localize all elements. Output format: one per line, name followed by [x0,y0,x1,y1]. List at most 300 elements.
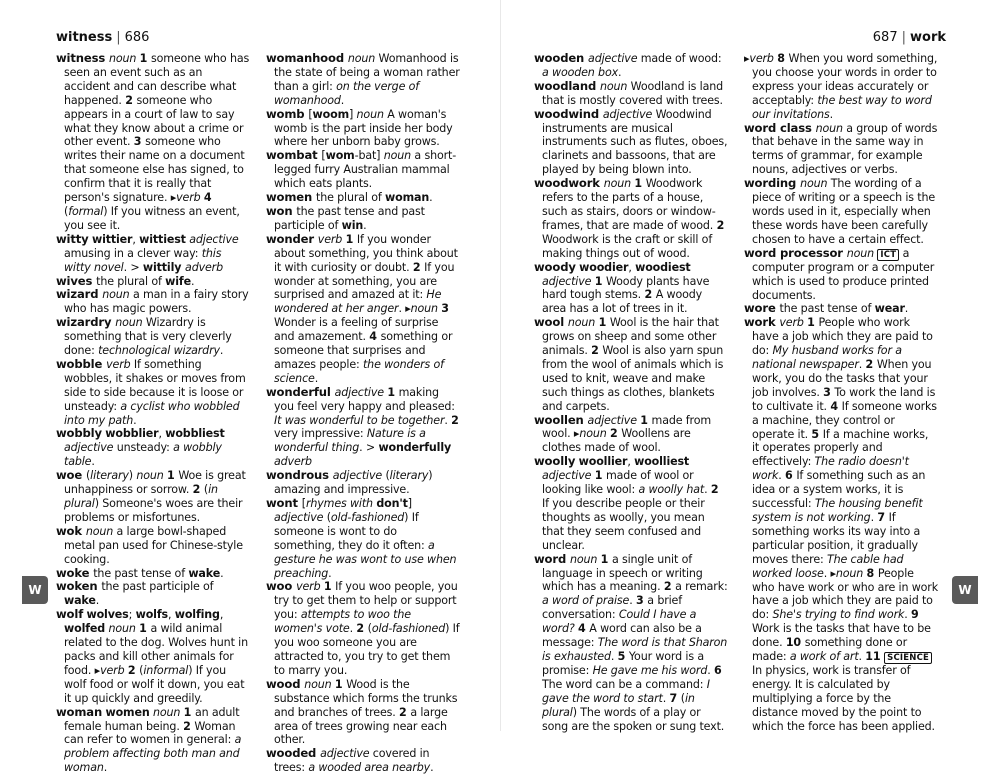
definition-text: a remark: [675,580,728,594]
sense-number: 1 [334,677,347,691]
running-head-left [56,30,149,45]
headword: witness [56,51,109,65]
dictionary-entry [56,427,250,469]
dictionary-entry [534,553,728,734]
bold-term: wolfing [174,608,220,622]
definition-text: . [429,191,433,205]
headword: wizardry [56,315,116,330]
definition-text: a brief conversation: [542,594,682,622]
headword: woolly [534,454,576,469]
definition-text: ( [203,483,209,497]
headword: wooded [266,746,321,761]
dictionary-entry [56,608,250,705]
dictionary-entry [56,288,250,316]
bold-term: wonderfully [378,441,452,455]
dictionary-entry [266,233,460,386]
definition-text: [ [321,149,326,163]
headword: wombat [266,148,322,163]
bold-term: women [105,705,150,719]
dictionary-entry [56,580,250,608]
bold-term: wake [188,566,221,580]
sense-number: 2 [399,705,411,719]
headword: woodwork [534,176,604,191]
definition-text: If something such as an idea or a system works, it is successful: [752,469,926,511]
headword: wood [266,676,305,691]
sense-number: 1 [387,385,399,399]
definition-text: If someone works a machine, they control or operate it. [752,399,937,441]
dictionary-entry [266,469,460,497]
definition-text: a large area of trees growing near each other. [274,705,448,747]
bold-term: wife [165,274,191,288]
definition-text: [ [301,497,306,510]
headword: woody [534,259,576,274]
part-of-speech: adjective [588,52,641,65]
definition-text: making you feel very happy and pleased: [274,385,455,413]
part-of-speech: noun [383,149,415,163]
example-text: on the verge of womanhood [274,79,420,107]
definition-text: a short-legged furry Australian mammal which eats plants. [274,149,457,191]
definition-text: Woody plants have hard tough stems. [542,274,710,302]
bold-term: woolliest [634,455,690,469]
definition-text: ] [407,497,412,510]
sense-number: 1 [323,580,336,594]
part-of-speech: rhymes with [305,497,377,510]
sense-number: 1 [183,705,195,719]
running-head-right [873,30,946,45]
definition-text: The wording of a piece of writing or a speech is the words used in it, especially when these words have been carefully chosen to have a certain effect. [752,177,936,246]
sense-number: 4 [578,622,590,636]
running-head-separator: | [116,30,121,45]
definition-text: . [707,663,714,677]
running-head-separator: | [901,30,906,45]
definition-text: People who work have a job which they are paid to do: [752,316,933,358]
definition-text: made of wood: [640,52,722,65]
headword: wondrous [266,468,333,483]
headword: word [534,551,570,566]
sense-number: 6 [785,469,797,483]
definition-text: The word can be a command: [542,677,707,691]
bold-term: woom [312,107,349,121]
definition-text: . [858,358,866,372]
sense-number: 1 [598,316,610,330]
sense-number: 11 [865,650,885,664]
sense-number: 9 [911,608,919,622]
definition-text: . [133,413,137,427]
headword: work [744,315,780,330]
part-of-speech: adjective [189,232,239,246]
definition-text: If you wonder about something, you think about it with curiosity or doubt. [274,232,458,274]
definition-text: A woody area has a lot of trees in it. [542,288,703,316]
page-number-left: 686 [124,30,150,45]
part-of-speech: noun [846,246,878,260]
part-of-speech: adjective [332,469,386,483]
part-of-speech: verb [106,357,134,371]
part-of-speech: verb [296,580,324,594]
definition-text: someone who appears in a court of law to say what they know about a crime or other event. [64,93,244,149]
bold-term: win [341,218,364,232]
sense-number: 2 [451,413,459,427]
definition-text: the past tense of [93,566,189,580]
dictionary-entry [266,580,460,677]
definition-text: the plural of [96,274,166,288]
sense-number: 5 [617,649,629,663]
definition-text: Woman can refer to women in general: [64,719,236,747]
part-of-speech: noun [108,622,140,636]
part-of-speech: noun [347,52,379,65]
definition-text: , [627,455,635,469]
example-text: the best way to word our invitations [752,93,932,121]
definition-text: If you woo people, you try to get them to help or support you: [274,580,458,622]
headword: woo [266,579,297,594]
definition-text: Woollens are clothes made of wool. [542,427,691,455]
definition-text: , [158,427,166,441]
bold-term: wittiest [139,232,186,246]
headword: woollen [534,412,588,427]
sense-number: 1 [807,316,819,330]
guide-word-left: witness [56,30,113,45]
dictionary-entry [534,52,728,80]
part-of-speech: verb [779,316,808,330]
dictionary-entry [56,567,250,581]
bold-term: wear [874,302,905,316]
definition-text: . [91,455,95,469]
definition-text: the past participle of [101,580,214,594]
sense-number: 1 [139,52,151,65]
part-of-speech: in plural [64,483,218,510]
part-of-speech: noun [102,288,133,302]
definition-text: ) Someone's woes are their problems or misfortunes. [64,497,243,524]
definition-text: . [904,608,912,622]
part-of-speech: noun [800,177,831,191]
definition-text: A woman's womb is the part inside her body where her unborn baby grows. [274,107,453,149]
definition-text: In physics, work is transfer of energy. It is calculated by multiplying a force by the distance moved by the point to which the force has been applied. [752,664,935,733]
definition-text: To work the land is to cultivate it. [752,385,936,413]
headword: wives [56,273,97,288]
example-text: The housing benefit system is not working [752,497,923,524]
part-of-speech: noun [85,524,117,538]
definition-text: a computer program or a computer which is used to produce printed documents. [752,246,935,302]
headword: witty [56,231,89,246]
definition-text: . [349,622,357,636]
dictionary-entry [266,205,460,233]
definition-text: . > [359,441,379,455]
dictionary-entry [534,261,728,317]
part-of-speech: adjective [542,469,595,483]
part-of-speech: adjective [542,274,595,288]
definition-text: ( [367,622,372,636]
sense-number: 1 [139,622,151,636]
definition-text: ▸ [744,52,750,65]
part-of-speech: noun [569,552,601,566]
sense-number: 7 [669,691,681,705]
part-of-speech: noun [152,705,184,719]
thumb-index-tab-right: W [952,576,978,604]
guide-word-right: work [910,30,946,45]
part-of-speech: adjective [587,413,641,427]
definition-text: . [190,274,195,288]
bold-term: wobblier [105,427,159,441]
sense-number: 10 [785,636,805,650]
dictionary-entry [266,108,460,150]
sense-number: 2 [710,483,719,497]
dictionary-entry [534,177,728,260]
definition-text: Woodwind instruments are musical instruments such as flutes, oboes, clarinets and bassoons, that are played by being blown into. [542,107,728,177]
definition-text: . [363,218,367,232]
definition-text: . [704,483,711,497]
dictionary-entry [744,122,938,178]
dictionary-entry [56,706,250,775]
definition-text: something done or made: [752,636,907,664]
dictionary-entry [534,80,728,108]
sense-number: 1 [640,413,652,427]
definition-text: Work is the tasks that have to be done. [752,622,931,650]
definition-text: . ▸ [823,566,836,580]
definition-text: ) If you witness an event, you see it. [64,204,240,232]
sense-number: 2 [127,663,140,677]
dictionary-entry [56,358,250,428]
sense-number: 2 [412,260,425,274]
example-text: Nature is a wonderful thing [274,427,426,455]
bold-term: wittily [142,260,186,274]
bold-term: wolfed [64,622,106,636]
definition-text: If something works its way into a particular position, it gradually moves there: [752,511,921,566]
dictionary-entry [56,233,250,275]
definition-text: Wool is the hair that grows on sheep and some other animals. [542,316,719,358]
part-of-speech: old-fashioned [371,622,446,636]
bold-term: don't [376,497,408,510]
part-of-speech: verb [749,52,778,65]
part-of-speech: verb [317,232,346,246]
definition-text: Wonder is a feeling of surprise and amazement. [274,316,439,344]
part-of-speech: noun [567,316,599,330]
part-of-speech: noun [136,469,168,483]
example-text: He gave me his word [592,663,708,677]
dictionary-entry [744,177,938,247]
headword: womb [266,106,309,121]
example-text: a gesture he was wont to use when preaching [274,538,457,580]
definition-text: . [220,566,224,580]
bold-term: wobbliest [165,427,225,441]
headword: wonder [266,231,318,246]
sense-number: 1 [594,469,606,483]
definition-text: . [340,93,345,107]
entry-column-3 [534,52,728,733]
sense-number: 2 [192,483,204,497]
definition-text: . [662,691,670,705]
definition-text: When you work, you do the tasks that your job involves. [752,358,932,399]
sense-number: 3 [636,594,648,608]
example-text: a word of praise [542,594,630,608]
definition-text: Woodland is land that is mostly covered with trees. [542,79,724,107]
dictionary-entry [266,191,460,205]
definition-text: ( [85,469,91,483]
definition-text: Woodwork is the craft or skill of making things out of wood. [542,232,713,260]
definition-text: ( [385,469,390,483]
sense-number: 2 [591,344,603,358]
definition-text: a wild animal related to the dog. Wolves hunt in packs and kill other animals for food. ▸ [64,622,248,677]
dictionary-entry [534,414,728,456]
page-number-right: 687 [872,30,898,45]
page-gutter [500,0,501,731]
example-text: a cyclist who wobbled into my path [64,399,240,427]
definition-text: ( [326,510,331,524]
example-text: The cable had worked loose [752,552,904,580]
definition-text: . > [123,260,143,274]
sense-number: 4 [830,399,842,413]
definition-text: a single unit of language in speech or writing which has a meaning. [542,552,703,594]
headword: wore [744,301,780,316]
definition-text: an adult female human being. [64,705,240,733]
example-text: She's trying to find work [772,608,905,622]
subject-label: SCIENCE [884,652,932,664]
example-text: I gave the word to start [542,677,710,705]
definition-text: If something wobbles, it shakes or moves from side to side because it is loose or unsteady: [64,357,246,413]
sense-number: 4 [369,330,381,344]
definition-text: . [95,594,100,608]
dictionary-entry [266,747,460,775]
definition-text: . [904,302,909,316]
headword: woe [56,468,86,483]
sense-number: 2 [644,288,656,302]
definition-text: someone who writes their name on a document that someone else has signed, to confirm that it is really that person's signature. ▸ [64,135,245,205]
definition-text: the past tense and past participle of [274,204,425,232]
definition-text: amusing in a clever way: [64,246,202,260]
definition-text: . [858,650,866,664]
part-of-speech: noun [835,566,867,580]
part-of-speech: old-fashioned [330,510,405,524]
example-text: a wooden box [542,65,618,79]
definition-text: , [167,608,175,622]
definition-text: . [629,594,636,608]
sense-number: 7 [877,511,889,524]
definition-text: very impressive: [274,427,367,441]
part-of-speech: formal [68,204,104,218]
example-text: a woolly hat [638,483,705,497]
headword: wobble [56,356,107,371]
headword: wolf [56,607,84,622]
bold-term: woman [385,191,430,205]
part-of-speech: noun [115,316,146,330]
headword: word class [744,120,816,135]
definition-text: ) If you wolf food or wolf it down, you eat it up quickly and greedily. [64,663,245,705]
headword: wok [56,523,86,538]
dictionary-entry [266,386,460,469]
sense-number: 6 [713,663,722,677]
sense-number: 4 [203,191,212,205]
definition-text: Wood is the substance which forms the trunks and branches of trees. [274,677,458,719]
example-text: the wonders of science [274,357,444,385]
sense-number: 2 [609,427,622,441]
headword: womanhood [266,51,348,65]
bold-term: wake [64,594,96,608]
sense-number: 2 [125,93,137,107]
definition-text: . ▸ [398,302,411,316]
definition-text: made from wool. ▸ [542,413,712,441]
dictionary-entry [56,275,250,289]
example-text: technological wizardry [98,344,220,358]
definition-text: . [328,566,332,580]
definition-text: the plural of [316,191,385,205]
entry-column-2 [266,52,460,775]
definition-text: covered in trees: [274,747,430,775]
headword: wording [744,176,801,191]
definition-text: , [132,232,140,246]
part-of-speech: adjective [334,385,388,399]
headword: wonderful [266,384,335,399]
definition-text: . [314,371,319,385]
dictionary-entry [534,108,728,178]
definition-text: . [829,107,833,121]
definition-text: ( [139,663,144,677]
definition-text: ) amazing and impressive. [274,469,433,497]
dictionary-entry [56,469,250,525]
dictionary-entry [534,316,728,413]
part-of-speech: noun [599,79,631,93]
entry-column-1 [56,52,250,775]
dictionary-entry [266,52,460,108]
sense-number: 3 [133,135,146,149]
definition-text: . [219,344,224,358]
part-of-speech: in plural [542,691,695,719]
dictionary-entry [744,52,938,122]
definition-text: something or someone that surprises and amazes people: [274,330,453,371]
dictionary-entry [534,455,728,552]
part-of-speech: noun [603,177,635,191]
headword: women [266,190,317,205]
definition-text: . [430,761,434,775]
dictionary-entry [266,149,460,191]
definition-text: When you word something, you choose your words in order to express your ideas accurately or acceptably: [752,52,938,107]
dictionary-entry [56,316,250,358]
example-text: He wondered at her anger [274,288,442,316]
definition-text: If a machine works, it operates properly and effectively: [752,427,929,469]
dictionary-entry [744,316,938,733]
bold-term: woollier [578,455,628,469]
entry-column-4 [744,52,938,734]
bold-term: wolfs [135,608,168,622]
sense-number: 1 [345,232,357,246]
subject-label: ICT [877,249,899,261]
part-of-speech: adjective [274,510,327,524]
definition-text: unsteady: [116,441,174,455]
dictionary-entry [266,497,460,580]
part-of-speech: verb [100,663,128,677]
definition-text: Your word is a promise: [542,649,704,677]
sense-number: 1 [594,274,606,288]
definition-text: a group of words that behave in the same way in terms of grammar, for example nouns, adjectives or verbs. [752,121,938,177]
sense-number: 2 [183,719,195,733]
dictionary-entry [744,302,938,316]
bold-term: wolves [86,608,129,622]
sense-number: 2 [865,358,877,372]
bold-term: wom [325,149,355,163]
definition-text: someone who has seen an event such as an accident and can describe what happened. [64,52,250,107]
part-of-speech: informal [143,663,189,677]
definition-text: A word can also be a message: [542,622,702,650]
definition-text: . [778,469,786,483]
definition-text: Womanhood is the state of being a woman rather than a girl: [274,52,460,93]
definition-text: If you wonder at something, you are surprised and amazed at it: [274,260,455,302]
definition-text: Woodwork refers to the parts of a house, such as stairs, doors or window-frames, that are made of wood. [542,177,717,232]
sense-number: 8 [777,52,789,65]
example-text: The word is that Sharon is exhausted [542,636,728,663]
headword: wooden [534,51,589,65]
dictionary-entry [744,247,938,303]
example-text: It was wonderful to be together [274,413,445,427]
sense-number: 3 [823,385,835,399]
definition-text: the past tense of [779,302,875,316]
headword: woodland [534,78,600,93]
